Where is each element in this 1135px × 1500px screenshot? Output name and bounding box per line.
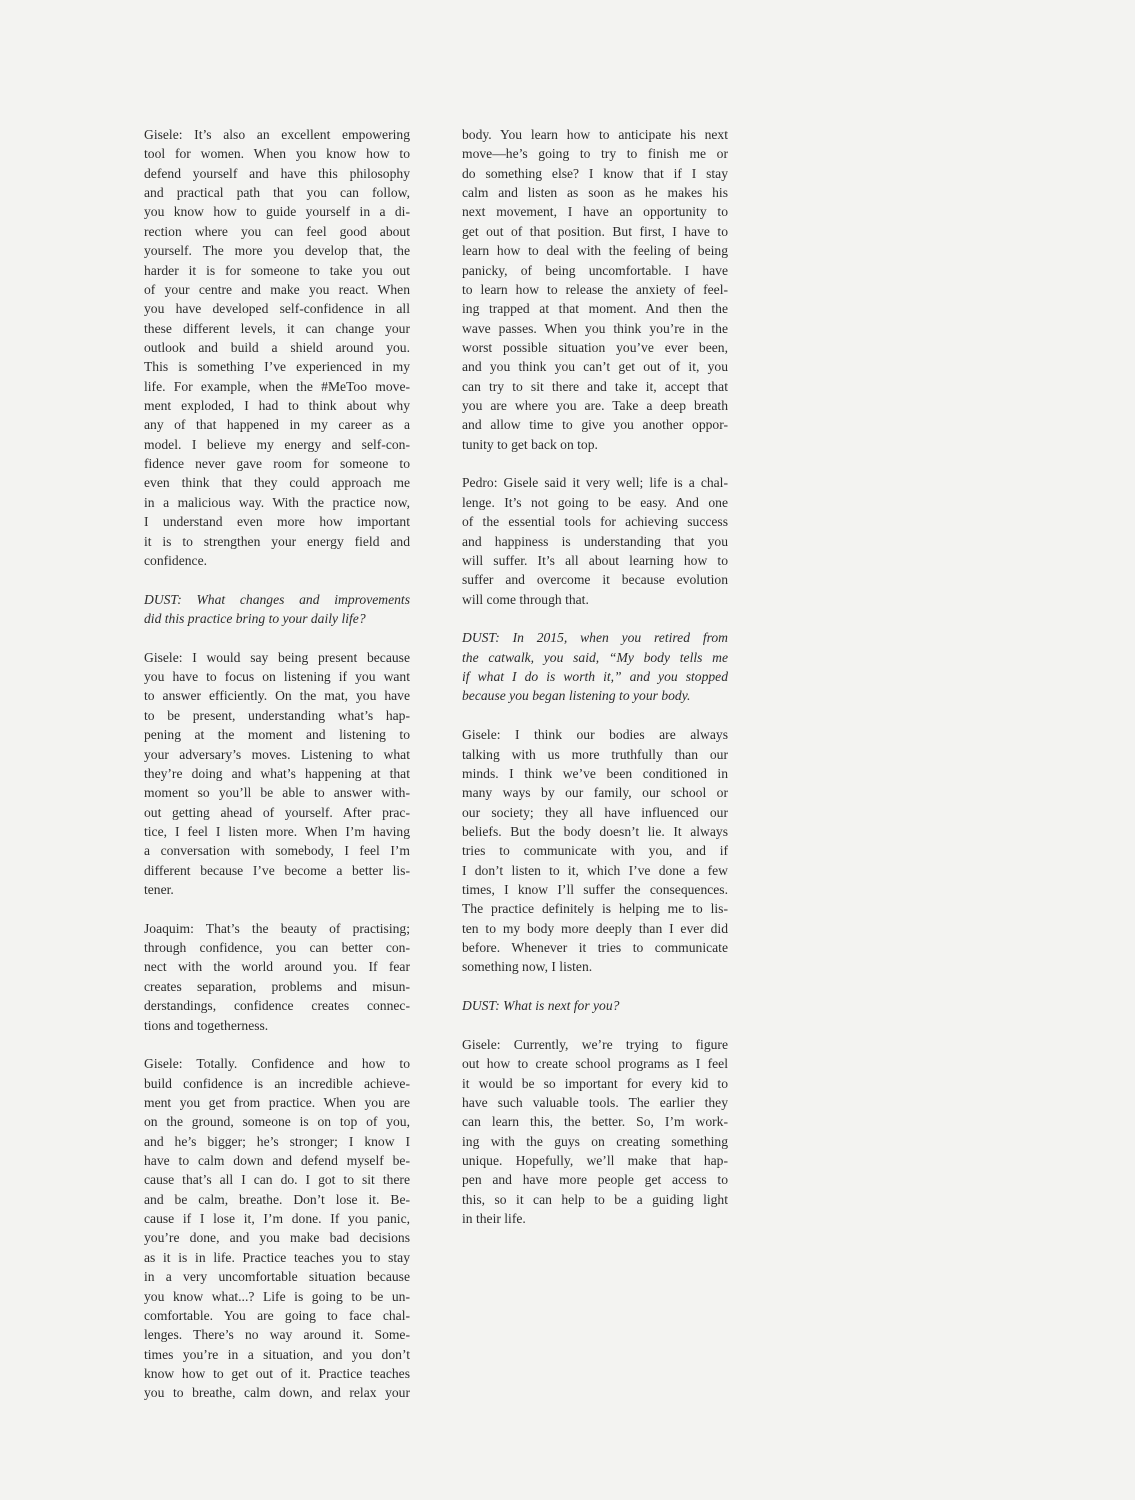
text-line: do something else? I know that if I stay bbox=[462, 165, 728, 181]
text-line: Joaquim: That’s the beauty of practising; bbox=[144, 920, 410, 936]
text-line: you know how to guide yourself in a di- bbox=[144, 204, 410, 220]
text-line: if what I do is worth it,” and you stopped bbox=[462, 669, 728, 685]
text-line: defend yourself and have this philosophy bbox=[144, 165, 410, 181]
interview-answer bbox=[144, 919, 410, 1035]
text-line: you to breathe, calm down, and relax your bbox=[144, 1385, 410, 1401]
text-line: confidence. bbox=[144, 552, 208, 568]
text-line: you’re done, and you make bad decisions bbox=[144, 1230, 410, 1246]
text-line: and happiness is understanding that you bbox=[462, 533, 728, 549]
text-line: will suffer. It’s all about learning how to bbox=[462, 552, 728, 568]
text-line: something now, I listen. bbox=[462, 959, 593, 975]
text-line: pen and have more people get access to bbox=[462, 1172, 728, 1188]
text-line: moment so you’ll be able to answer with- bbox=[144, 785, 410, 801]
text-line: tries to communicate with you, and if bbox=[462, 843, 728, 859]
text-line: these different levels, it can change your bbox=[144, 320, 410, 336]
text-line: will come through that. bbox=[462, 591, 589, 607]
text-line: our society; they all have influenced our bbox=[462, 804, 728, 820]
text-line: life. For example, when the #MeToo move- bbox=[144, 378, 410, 394]
text-line: Gisele: Currently, we’re trying to figure bbox=[462, 1036, 728, 1052]
text-line: tice, I feel I listen more. When I’m having bbox=[144, 823, 410, 839]
text-line: creates separation, problems and misun- bbox=[144, 978, 410, 994]
text-line: and he’s bigger; he’s stronger; I know I bbox=[144, 1133, 410, 1149]
text-line: move—he’s going to try to finish me or bbox=[462, 146, 728, 162]
text-line: panicky, of being uncomfortable. I have bbox=[462, 262, 728, 278]
text-line: tunity to get back on top. bbox=[462, 436, 598, 452]
text-line: in their life. bbox=[462, 1211, 526, 1227]
text-line: Gisele: Totally. Confidence and how to bbox=[144, 1056, 410, 1072]
text-line: before. Whenever it tries to communicate bbox=[462, 940, 728, 956]
text-line: Gisele: I would say being present because bbox=[144, 649, 410, 665]
text-line: you are where you are. Take a deep breath bbox=[462, 398, 728, 414]
text-line: because you began listening to your body. bbox=[462, 688, 691, 704]
text-line: DUST: In 2015, when you retired from bbox=[462, 630, 728, 646]
text-line: your adversary’s moves. Listening to what bbox=[144, 746, 410, 762]
text-line: rection where you can feel good about bbox=[144, 223, 410, 239]
interview-answer bbox=[144, 1054, 410, 1402]
text-line: to answer efficiently. On the mat, you have bbox=[144, 688, 410, 704]
text-line: DUST: What changes and improvements bbox=[144, 591, 410, 607]
text-line: can try to sit there and take it, accept that bbox=[462, 378, 728, 394]
text-line: and practical path that you can follow, bbox=[144, 185, 410, 201]
text-line: in a very uncomfortable situation because bbox=[144, 1269, 410, 1285]
text-line: tool for women. When you know how to bbox=[144, 146, 410, 162]
text-line: this, so it can help to be a guiding light bbox=[462, 1191, 728, 1207]
text-line: you have developed self-confidence in all bbox=[144, 301, 410, 317]
text-line: model. I believe my energy and self-con- bbox=[144, 436, 410, 452]
text-line: times you’re in a situation, and you don’t bbox=[144, 1346, 410, 1362]
text-line: outlook and build a shield around you. bbox=[144, 339, 410, 355]
text-line: yourself. The more you develop that, the bbox=[144, 243, 410, 259]
text-line: a conversation with somebody, I feel I’m bbox=[144, 843, 410, 859]
interview-answer bbox=[144, 648, 410, 900]
text-line: on the ground, someone is on top of you, bbox=[144, 1114, 410, 1130]
text-line: The practice definitely is helping me to lis- bbox=[462, 901, 728, 917]
text-line: and be calm, breathe. Don’t lose it. Be- bbox=[144, 1191, 410, 1207]
interview-answer bbox=[462, 125, 728, 454]
text-line: Gisele: It’s also an excellent empowering bbox=[144, 127, 410, 142]
text-line: pening at the moment and listening to bbox=[144, 727, 410, 743]
text-line: beliefs. But the body doesn’t lie. It always bbox=[462, 823, 728, 839]
interview-answer bbox=[144, 125, 410, 570]
text-line: of the essential tools for achieving success bbox=[462, 514, 728, 530]
text-line: tions and togetherness. bbox=[144, 1017, 269, 1033]
interview-question bbox=[462, 628, 728, 705]
right-column bbox=[462, 125, 728, 1248]
text-line: have to calm down and defend myself be- bbox=[144, 1153, 410, 1169]
text-line: did this practice bring to your daily life? bbox=[144, 610, 366, 626]
text-line: derstandings, confidence creates connec- bbox=[144, 998, 410, 1014]
text-line: talking with us more truthfully than our bbox=[462, 746, 728, 762]
text-line: different because I’ve become a better lis- bbox=[144, 862, 410, 878]
interview-question bbox=[462, 996, 728, 1015]
text-line: and you think you can’t get out of it, you bbox=[462, 359, 728, 375]
text-line: comfortable. You are going to face chal- bbox=[144, 1307, 410, 1323]
text-line: through confidence, you can better con- bbox=[144, 940, 410, 956]
text-line: wave passes. When you think you’re in the bbox=[462, 320, 728, 336]
text-line: you have to focus on listening if you want bbox=[144, 669, 410, 685]
text-line: can learn this, the better. So, I’m work- bbox=[462, 1114, 728, 1130]
text-line: the catwalk, you said, “My body tells me bbox=[462, 649, 728, 665]
text-line: of your centre and make you react. When bbox=[144, 281, 410, 297]
text-line: nect with the world around you. If fear bbox=[144, 959, 410, 975]
text-line: it would be so important for every kid to bbox=[462, 1075, 728, 1091]
text-line: unique. Hopefully, we’ll make that hap- bbox=[462, 1153, 728, 1169]
text-line: worst possible situation you’ve ever been, bbox=[462, 339, 728, 355]
text-line: get out of that position. But first, I have to bbox=[462, 223, 728, 239]
text-line: and allow time to give you another oppor- bbox=[462, 417, 728, 433]
text-line: ment you get from practice. When you are bbox=[144, 1094, 410, 1110]
text-line: ing trapped at that moment. And then the bbox=[462, 301, 728, 317]
text-line: many ways by our family, our school or bbox=[462, 785, 728, 801]
text-line: I don’t listen to it, which I’ve done a few bbox=[462, 862, 728, 878]
left-column bbox=[144, 125, 410, 1422]
text-line: Pedro: Gisele said it very well; life is a chal- bbox=[462, 475, 728, 491]
text-line: ment exploded, I had to think about why bbox=[144, 398, 410, 414]
text-line: cause that’s all I can do. I got to sit there bbox=[144, 1172, 410, 1188]
text-line: even think that they could approach me bbox=[144, 475, 410, 491]
interview-answer bbox=[462, 725, 728, 977]
text-line: next movement, I have an opportunity to bbox=[462, 204, 728, 220]
text-line: lenge. It’s not going to be easy. And one bbox=[462, 494, 728, 510]
text-line: to learn how to release the anxiety of feel- bbox=[462, 281, 728, 297]
text-line: times, I know I’ll suffer the consequences. bbox=[462, 882, 728, 898]
text-line: build confidence is an incredible achieve- bbox=[144, 1075, 410, 1091]
text-line: know how to get out of it. Practice teaches bbox=[144, 1366, 410, 1381]
text-line: Gisele: I think our bodies are always bbox=[462, 727, 728, 743]
text-line: in a malicious way. With the practice now, bbox=[144, 494, 410, 510]
text-line: harder it is for someone to take you out bbox=[144, 262, 410, 278]
text-line: DUST: What is next for you? bbox=[462, 998, 620, 1014]
text-line: body. You learn how to anticipate his next bbox=[462, 127, 728, 142]
text-line: they’re doing and what’s happening at that bbox=[144, 765, 410, 781]
text-line: ten to my body more deeply than I ever did bbox=[462, 920, 728, 936]
text-line: you know what...? Life is going to be un- bbox=[144, 1288, 410, 1304]
text-line: out getting ahead of yourself. After prac- bbox=[144, 804, 410, 820]
text-line: out how to create school programs as I feel bbox=[462, 1056, 728, 1072]
text-line: have such valuable tools. The earlier they bbox=[462, 1094, 728, 1110]
interview-answer bbox=[462, 473, 728, 609]
text-line: calm and listen as soon as he makes his bbox=[462, 185, 728, 201]
text-line: I understand even more how important bbox=[144, 514, 410, 530]
interview-question bbox=[144, 590, 410, 629]
interview-answer bbox=[462, 1035, 728, 1229]
text-line: any of that happened in my career as a bbox=[144, 417, 410, 433]
text-line: This is something I’ve experienced in my bbox=[144, 359, 410, 375]
text-line: cause if I lose it, I’m done. If you panic, bbox=[144, 1211, 410, 1227]
text-line: as it is in life. Practice teaches you to stay bbox=[144, 1249, 410, 1265]
text-line: lenges. There’s no way around it. Some- bbox=[144, 1327, 410, 1343]
text-line: tener. bbox=[144, 882, 174, 898]
text-line: minds. I think we’ve been conditioned in bbox=[462, 765, 728, 781]
text-line: suffer and overcome it because evolution bbox=[462, 572, 728, 588]
text-line: to be present, understanding what’s hap- bbox=[144, 707, 410, 723]
text-line: ing with the guys on creating something bbox=[462, 1133, 728, 1149]
text-line: fidence never gave room for someone to bbox=[144, 456, 410, 472]
text-line: learn how to deal with the feeling of being bbox=[462, 243, 728, 259]
text-line: it is to strengthen your energy field and bbox=[144, 533, 410, 549]
